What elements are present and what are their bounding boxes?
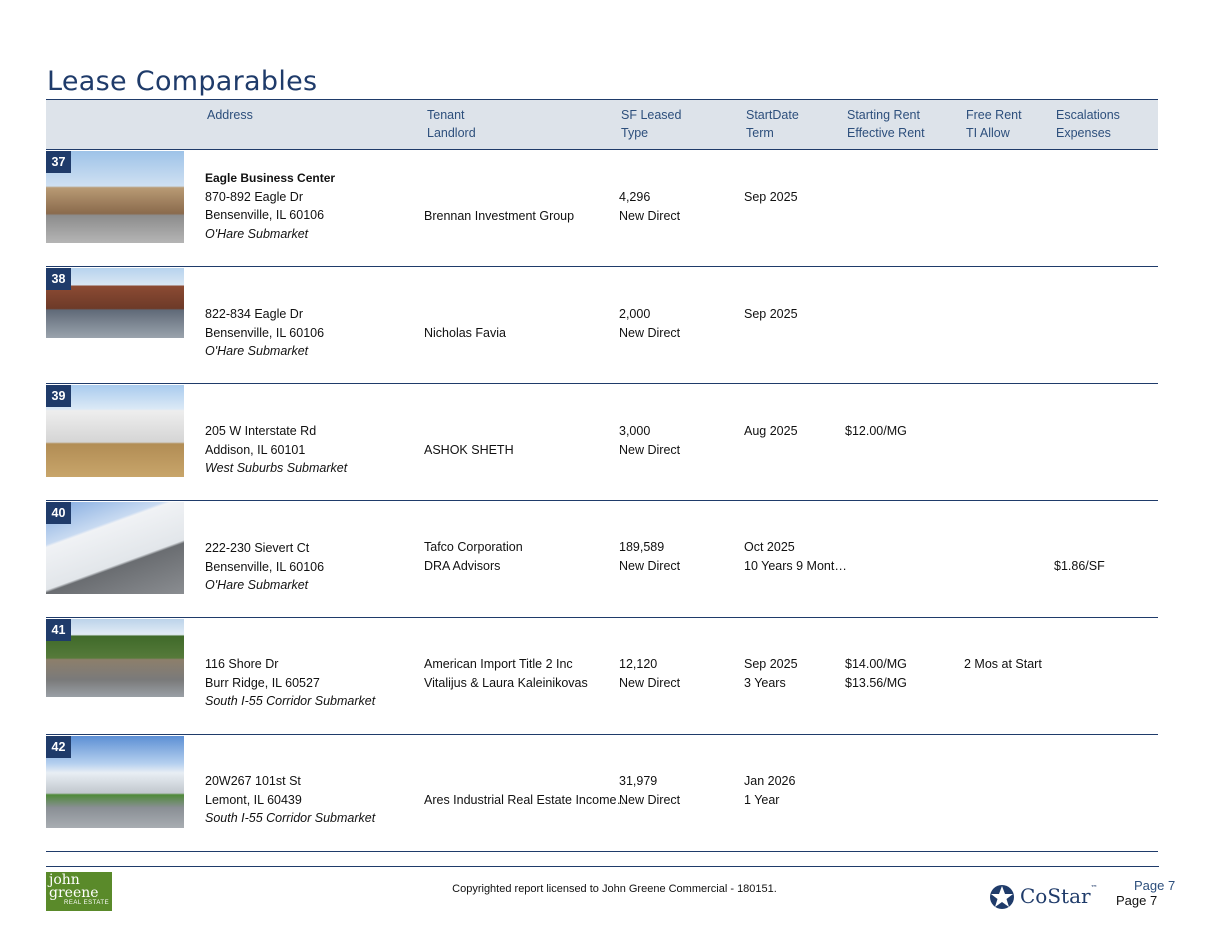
address-cell: 20W267 101st St Lemont, IL 60439 South I-55 Corridor Submarket: [205, 774, 376, 825]
start-term-cell: Jan 2026 1 Year: [744, 774, 796, 807]
address-cell: 205 W Interstate Rd Addison, IL 60101 West Suburbs Submarket: [205, 424, 348, 475]
table-row[interactable]: [46, 383, 1158, 501]
address-cell: 222-230 Sievert Ct Bensenville, IL 60106 O'Hare Submarket: [205, 541, 325, 592]
tenant-landlord-cell: Ares Industrial Real Estate Income…: [424, 792, 629, 807]
sf-type-cell: 4,296 New Direct: [619, 190, 681, 223]
table-row[interactable]: [46, 734, 1158, 852]
page-number-link[interactable]: Page 7: [1134, 878, 1176, 893]
comp-number-badge: 41: [46, 619, 71, 641]
free-rent-cell: 2 Mos at Start: [964, 657, 1042, 671]
header-tenant-landlord: Tenant Landlord: [427, 108, 476, 140]
sf-type-cell: 3,000 New Direct: [619, 424, 681, 457]
footer-divider: [46, 866, 1159, 867]
header-rent: Starting Rent Effective Rent: [847, 108, 925, 140]
table-row[interactable]: [46, 500, 1158, 618]
sf-type-cell: 189,589 New Direct: [619, 540, 681, 573]
table-header: [46, 99, 1158, 150]
start-term-cell: Oct 2025 10 Years 9 Mont…: [744, 540, 847, 573]
page-title: Lease Comparables: [47, 66, 318, 97]
header-address: Address: [207, 108, 253, 122]
escalations-expenses-cell: $1.86/SF: [1054, 558, 1105, 573]
start-term-cell: Sep 2025 3 Years: [744, 657, 798, 690]
tenant-landlord-cell: Brennan Investment Group: [424, 208, 575, 223]
copyright-notice: Copyrighted report licensed to John Greene Commercial - 180151.: [452, 883, 777, 895]
table-row[interactable]: [46, 149, 1158, 267]
page-number: Page 7: [1116, 893, 1158, 908]
costar-wordmark: CoStar™: [1020, 884, 1098, 908]
header-free-rent-ti: Free Rent TI Allow: [966, 108, 1022, 140]
tenant-landlord-cell: American Import Title 2 Inc Vitalijus & Laura Kaleinikovas: [424, 657, 588, 690]
rent-cell: $12.00/MG: [845, 424, 907, 438]
address-cell: Eagle Business Center 870-892 Eagle Dr Bensenville, IL 60106 O'Hare Submarket: [205, 171, 336, 241]
comp-number-badge: 37: [46, 151, 71, 173]
start-term-cell: Aug 2025: [744, 424, 798, 438]
sf-type-cell: 2,000 New Direct: [619, 307, 681, 340]
table-row[interactable]: [46, 266, 1158, 384]
comp-number-badge: 38: [46, 268, 71, 290]
comp-number-badge: 39: [46, 385, 71, 407]
tenant-landlord-cell: Tafco Corporation DRA Advisors: [424, 540, 523, 573]
table-row[interactable]: [46, 617, 1158, 735]
header-start-term: StartDate Term: [746, 108, 799, 140]
sf-type-cell: 12,120 New Direct: [619, 657, 681, 690]
address-cell: 822-834 Eagle Dr Bensenville, IL 60106 O'Hare Submarket: [205, 307, 325, 358]
start-term-cell: Sep 2025: [744, 190, 798, 204]
costar-logo-icon: [987, 883, 1017, 911]
tenant-landlord-cell: Nicholas Favia: [424, 325, 506, 340]
header-escalations-expenses: Escalations Expenses: [1056, 108, 1120, 140]
john-greene-logo: john greene REAL ESTATE: [46, 872, 112, 911]
start-term-cell: Sep 2025: [744, 307, 798, 321]
sf-type-cell: 31,979 New Direct: [619, 774, 681, 807]
comp-number-badge: 40: [46, 502, 71, 524]
tenant-landlord-cell: ASHOK SHETH: [424, 442, 514, 457]
comp-number-badge: 42: [46, 736, 71, 758]
address-cell: 116 Shore Dr Burr Ridge, IL 60527 South I-55 Corridor Submarket: [205, 657, 376, 708]
rent-cell: $14.00/MG $13.56/MG: [845, 657, 907, 690]
header-sf-type: SF Leased Type: [621, 108, 682, 140]
